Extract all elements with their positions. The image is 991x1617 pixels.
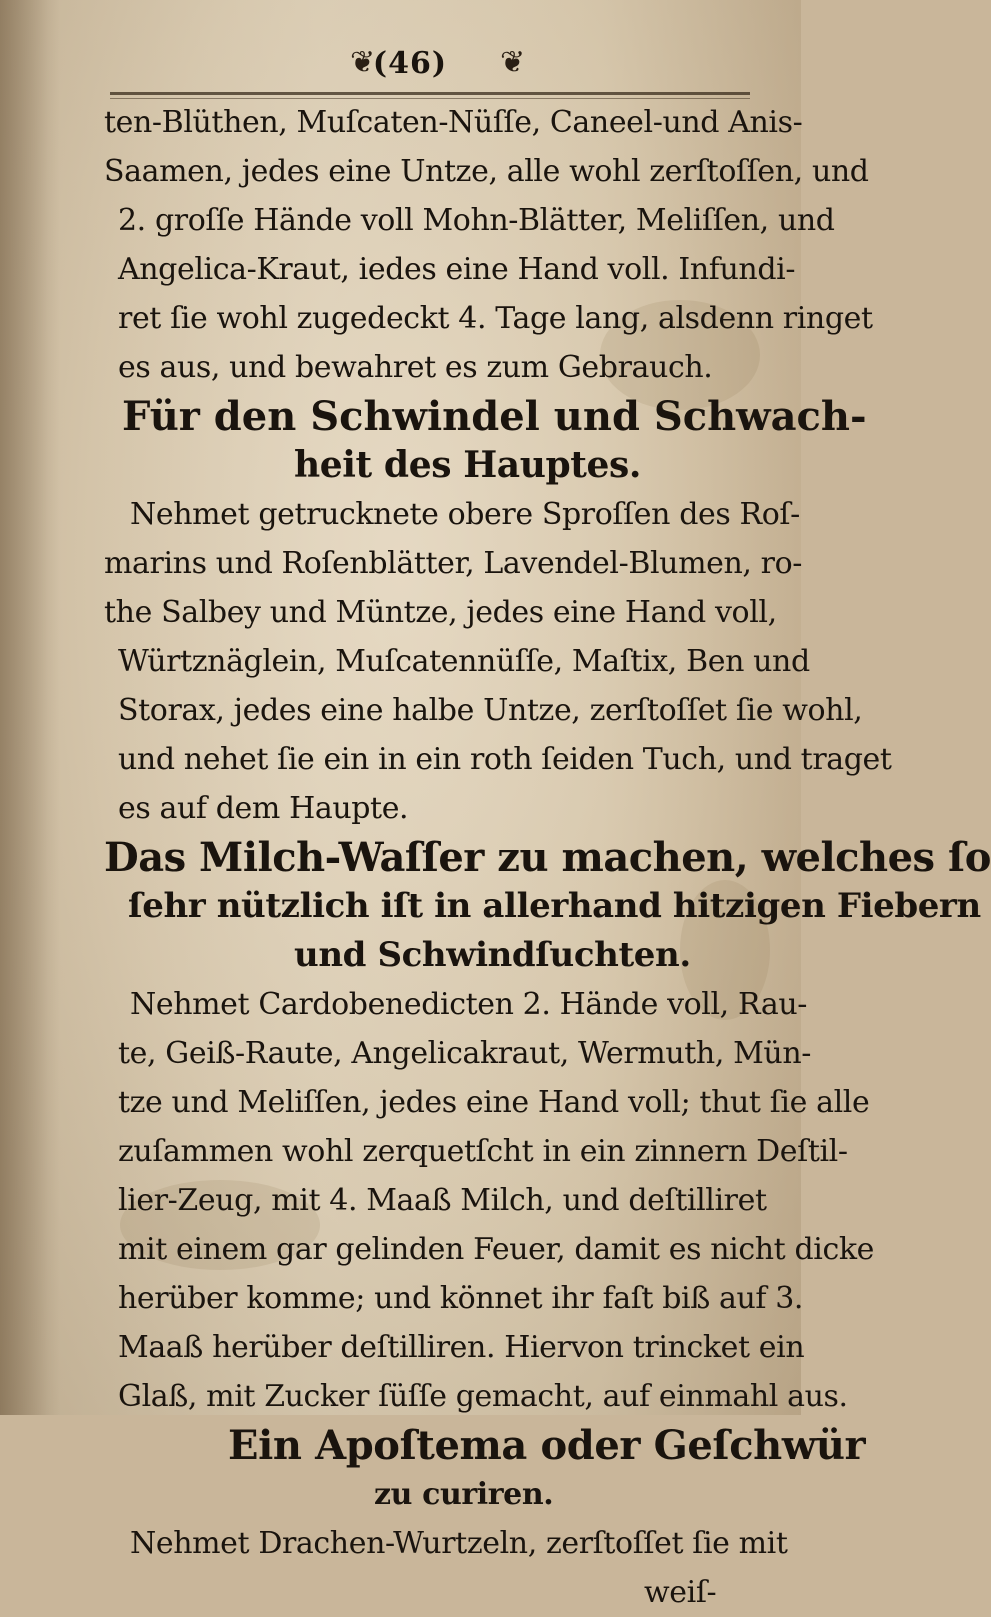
- section-heading: Ein Apoſtema oder Geſchwür: [228, 1422, 866, 1469]
- section-heading: Das Milch-Waſſer zu machen, welches ſo: [104, 834, 991, 881]
- text-line: te, Geiß-Raute, Angelicakraut, Wermuth, Mün-: [118, 1036, 812, 1071]
- text-line: ret ſie wohl zugedeckt 4. Tage lang, alsdenn ringet: [118, 301, 873, 336]
- body-text: [104, 98, 991, 1617]
- text-line: Saamen, jedes eine Untze, alle wohl zerſtoſſen, und: [104, 154, 869, 189]
- header-rule: [110, 92, 750, 95]
- text-line: 2. groſſe Hände voll Mohn-Blätter, Meliſſen, und: [118, 203, 835, 238]
- text-line: Angelica-Kraut, iedes eine Hand voll. Infundi-: [118, 252, 796, 287]
- section-heading-cont: zu curiren.: [374, 1477, 554, 1512]
- text-line: es auf dem Haupte.: [118, 791, 409, 826]
- text-line: the Salbey und Müntze, jedes eine Hand voll,: [104, 595, 777, 630]
- section-heading: Für den Schwindel und Schwach-: [122, 393, 867, 440]
- section-heading-cont: heit des Hauptes.: [294, 444, 642, 486]
- text-line: tze und Meliſſen, jedes eine Hand voll; thut ſie alle: [118, 1085, 870, 1120]
- text-line: herüber komme; und könnet ihr faſt biß auf 3.: [118, 1281, 804, 1316]
- text-line: lier-Zeug, mit 4. Maaß Milch, und deſtilliret: [118, 1183, 767, 1218]
- flower-ornament-icon: ❦: [350, 45, 376, 80]
- section-heading-cont: und Schwindſuchten.: [294, 935, 691, 975]
- text-line: Glaß, mit Zucker ſüſſe gemacht, auf einmahl aus.: [118, 1379, 848, 1414]
- text-line: Nehmet Cardobenedicten 2. Hände voll, Rau-: [130, 987, 807, 1022]
- section-heading-cont: ſehr nützlich iſt in allerhand hitzigen Fiebern: [128, 886, 981, 926]
- page-number: (46): [372, 46, 448, 81]
- text-line: es aus, und bewahret es zum Gebrauch.: [118, 350, 713, 385]
- text-line: Storax, jedes eine halbe Untze, zerſtoſſet ſie wohl,: [118, 693, 863, 728]
- text-line: Nehmet Drachen-Wurtzeln, zerſtoſſet ſie mit: [130, 1526, 788, 1561]
- text-line: und nehet ſie ein in ein roth ſeiden Tuch, und traget: [118, 742, 892, 777]
- text-line: Nehmet getrucknete obere Sproſſen des Roſ-: [130, 497, 800, 532]
- page-header: [0, 40, 801, 90]
- text-line: zuſammen wohl zerquetſcht in ein zinnern Deſtil-: [118, 1134, 848, 1169]
- flower-ornament-icon: ❦: [500, 45, 526, 80]
- text-line: Würtznäglein, Muſcatennüſſe, Maſtix, Ben und: [118, 644, 810, 679]
- text-line: mit einem gar gelinden Feuer, damit es nicht dicke: [118, 1232, 874, 1267]
- text-line: Maaß herüber deſtilliren. Hiervon trincket ein: [118, 1330, 805, 1365]
- text-line: marins und Roſenblätter, Lavendel-Blumen, ro-: [104, 546, 803, 581]
- page-gutter-shadow: [0, 0, 60, 1415]
- catchword: weiſ-: [644, 1575, 717, 1610]
- text-line: ten-Blüthen, Muſcaten-Nüſſe, Caneel-und Anis-: [104, 105, 803, 140]
